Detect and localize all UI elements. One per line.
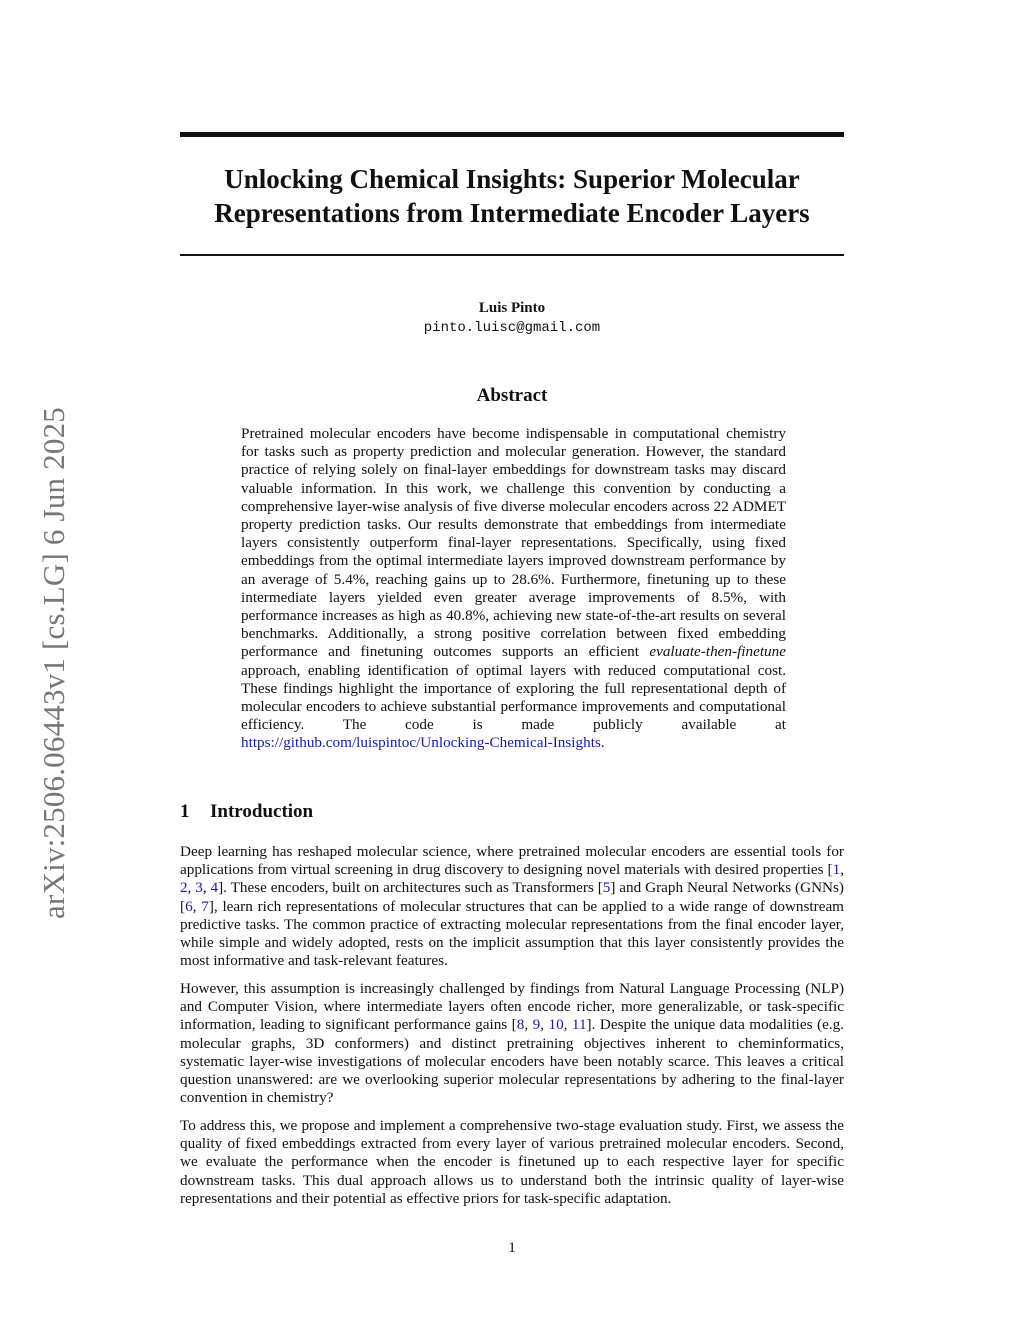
abstract-body-cont: approach, enabling identification of optimal layers with reduced computational cost. These findings highlight the importance of exploring the full representational depth of molecular encoders to achieve substantial performance improvements and computational efficiency. The code is made publicly available at <box>241 661 786 734</box>
citation-9[interactable]: 9 <box>532 1016 541 1034</box>
p2-text-a: However, this assumption is increasingly challenged by findings from Natural Language Processing (NLP) and Computer Vision, where intermediate layers often encode richer, more generalizable, or task-specific information, leading to significant performance gains [ <box>180 980 844 1034</box>
citation-11[interactable]: 11 <box>571 1016 587 1034</box>
citation-3[interactable]: 3 <box>195 879 203 897</box>
author-name: Luis Pinto <box>478 300 546 316</box>
p2-text-b: ]. Despite the unique data modalities (e.g. molecular graphs, 3D conformers) and distinct pretraining objectives inherent to cheminformatics, systematic layer-wise investigations of molecular encoders have been notably scarce. This leaves a critical question unanswered: are we overlooking superior molecular representations by adhering to the final-layer convention in chemistry? <box>180 1016 845 1107</box>
abstract-end: . <box>600 734 605 752</box>
p1-text-d: ], learn rich representations of molecular structures that can be applied to a wide range of downstream predictive tasks. The common practice of extracting molecular representations from the final encoder layer, while simple and widely adopted, rests on the implicit assumption that this layer consistently provides the most informative and task-relevant features. <box>180 897 844 970</box>
paper-title <box>180 162 844 230</box>
p1-text-a: Deep learning has reshaped molecular science, where pretrained molecular encoders are essential tools for applications from virtual screening in drug discovery to designing novel materials with desired properties [ <box>180 843 844 879</box>
citation-10[interactable]: 10 <box>548 1016 564 1034</box>
p1-text-c: ] and Graph Neural Networks (GNNs) [ <box>180 879 844 915</box>
title-top-rule <box>180 132 844 137</box>
abstract-heading: Abstract <box>476 385 548 406</box>
abstract-italic-term: evaluate-then-finetune <box>649 643 786 661</box>
citation-4[interactable]: 4 <box>210 879 219 897</box>
arxiv-identifier: arXiv:2506.06443v1 [cs.LG] 6 Jun 2025 <box>36 407 71 919</box>
citation-7[interactable]: 7 <box>201 897 209 915</box>
citation-2[interactable]: 2 <box>180 879 188 897</box>
intro-paragraph-3: To address this, we propose and implement a comprehensive two-stage evaluation study. First, we assess the quality of fixed embeddings extracted from every layer of various pretrained molecular encoders. Second, we evaluate the performance when the encoder is finetuned up to each respective layer for specific downstream tasks. This dual approach allows us to understand both the intrinsic quality of layer-wise representations and their potential as effective priors for task-specific adaptation. <box>180 1117 844 1207</box>
title-line-2: Representations from Intermediate Encoder Layers <box>214 198 810 228</box>
title-line-1: Unlocking Chemical Insights: Superior Molecular <box>224 164 800 194</box>
code-repository-link[interactable]: https://github.com/luispintoc/Unlocking-Chemical-Insights <box>241 734 601 752</box>
citation-5[interactable]: 5 <box>602 879 611 897</box>
abstract-text <box>241 425 786 753</box>
section-title: Introduction <box>210 801 314 822</box>
intro-paragraph-1: Deep learning has reshaped molecular science, where pretrained molecular encoders are essential tools for applications from virtual screening in drug discovery to designing novel materials with desired properties [1, 2, 3, 4]. These encoders, built on architectures such as Transformers [5] and Graph Neural Networks (GNNs) [6, 7], learn rich representations of molecular structures that can be applied to a wide range of downstream predictive tasks. The common practice of extracting molecular representations from the final encoder layer, while simple and widely adopted, rests on the implicit assumption that this layer consistently provides the most informative and task-relevant features. <box>180 843 844 970</box>
page-number: 1 <box>508 1240 516 1256</box>
section-number: 1 <box>180 801 190 822</box>
citation-8[interactable]: 8 <box>516 1016 525 1034</box>
citation-6[interactable]: 6 <box>185 897 193 915</box>
citation-1[interactable]: 1 <box>832 861 841 879</box>
intro-paragraph-2: However, this assumption is increasingly challenged by findings from Natural Language Processing (NLP) and Computer Vision, where intermediate layers often encode richer, more generalizable, or task-specific information, leading to significant performance gains [8, 9, 10, 11]. Despite the unique data modalities (e.g. molecular graphs, 3D conformers) and distinct pretraining objectives inherent to cheminformatics, systematic layer-wise investigations of molecular encoders have been notably scarce. This leaves a critical question unanswered: are we overlooking superior molecular representations by adhering to the final-layer convention in chemistry? <box>180 980 845 1107</box>
author-email: pinto.luisc@gmail.com <box>423 320 601 336</box>
title-bottom-rule <box>180 254 844 256</box>
p1-text-b: ]. These encoders, built on architectures such as Transformers [ <box>218 879 603 897</box>
abstract-body: Pretrained molecular encoders have become indispensable in computational chemistry for tasks such as property prediction and molecular generation. However, the standard practice of relying solely on final-layer embeddings for downstream tasks may discard valuable information. In this work, we challenge this convention by conducting a comprehensive layer-wise analysis of five diverse molecular encoders across 22 ADMET property prediction tasks. Our results demonstrate that embeddings from intermediate layers consistently outperform final-layer representations. Specifically, using fixed embeddings from the optimal intermediate layers improved downstream performance by an average of 5.4%, reaching gains up to 28.6%. Furthermore, finetuning up to these intermediate layers yielded even greater average improvements of 8.5%, with performance increases as high as 40.8%, achieving new state-of-the-art results on several benchmarks. Additionally, a strong positive correlation between fixed embedding performance and finetuning outcomes supports an efficient <box>241 425 786 661</box>
section-heading-introduction <box>180 801 313 823</box>
